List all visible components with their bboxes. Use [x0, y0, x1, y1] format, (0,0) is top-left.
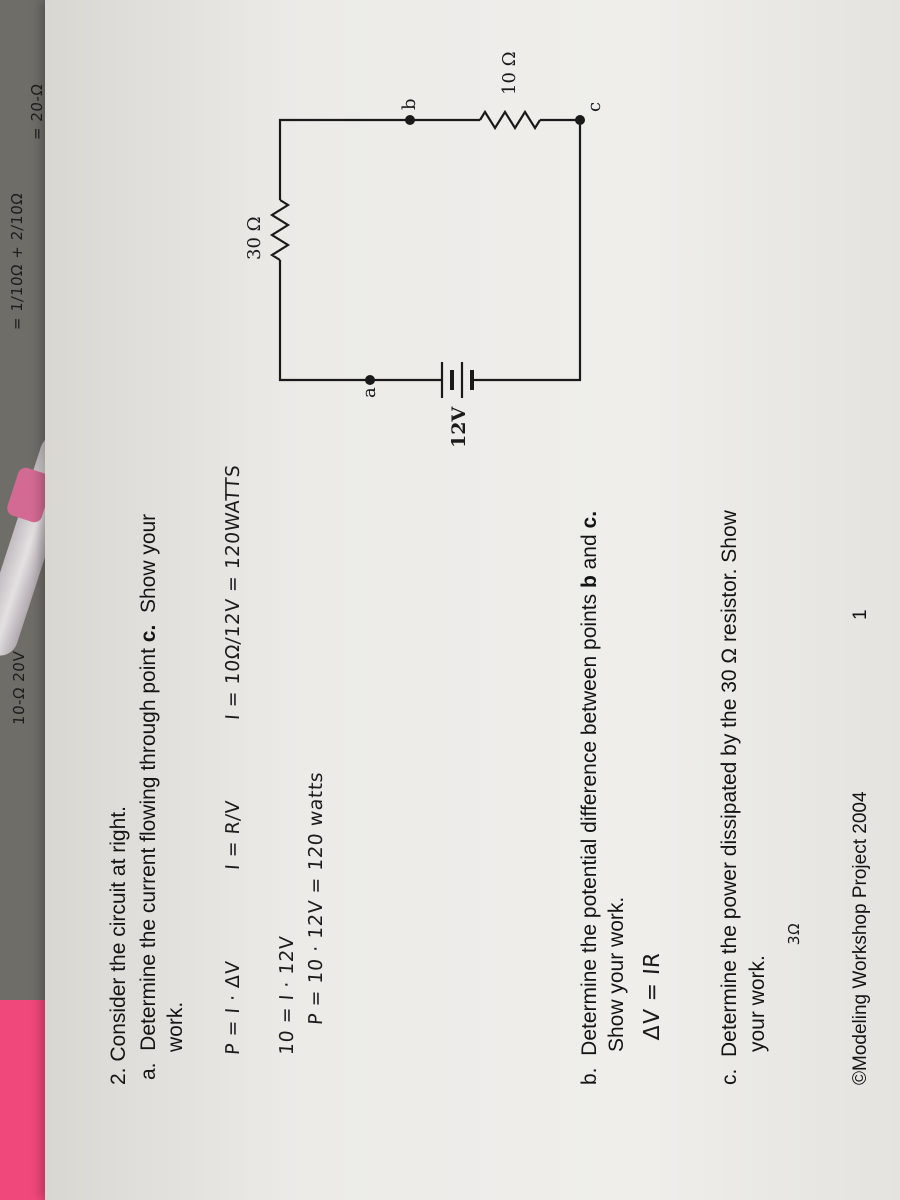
- battery-label: 12V: [448, 406, 470, 448]
- page-number: 1: [850, 609, 871, 620]
- point-a-dot: [365, 375, 375, 385]
- copyright-footer: ©Modeling Workshop Project 2004: [850, 791, 871, 1085]
- handwriting-step1: 10 = I · 12V: [276, 935, 298, 1056]
- handwriting-part-b-answer: ΔV = IR: [640, 951, 665, 1041]
- point-b-dot: [405, 115, 415, 125]
- point-c-label: c: [584, 101, 605, 112]
- circuit-diagram: [180, 51, 640, 448]
- handwriting-current-calc: I = 10Ω/12V = 120WATTS: [222, 463, 244, 721]
- point-c-dot: [575, 115, 585, 125]
- part-b-line2: Show your work.: [605, 896, 628, 1052]
- part-b-line1: b. Determine the potential difference between points b and c.: [578, 510, 601, 1085]
- part-a-line2: work.: [164, 1001, 187, 1052]
- question-2-heading: 2. Consider the circuit at right.: [107, 806, 130, 1085]
- handwriting-power-formula: P = I · ΔV: [222, 960, 244, 1056]
- resistor-10-label: 10 Ω: [499, 51, 520, 95]
- handwriting-part-c-answer: 3Ω: [785, 922, 803, 946]
- handwriting-top-result: = 20-Ω: [28, 83, 46, 141]
- handwriting-step2: P = 10 · 12V = 120 watts: [305, 771, 327, 1026]
- handwriting-top-fraction: = 1/10Ω + 2/10Ω: [8, 192, 26, 331]
- part-c-line2: your work.: [746, 955, 769, 1052]
- resistor-30-zigzag: [272, 200, 288, 260]
- resistor-30-label: 30 Ω: [244, 216, 265, 260]
- part-c-line1: c. Determine the power dissipated by the 30 Ω resistor. Show: [718, 510, 741, 1085]
- part-a-line1: a. Determine the current flowing through point c. Show your: [137, 513, 160, 1080]
- resistor-10-zigzag: [480, 112, 540, 128]
- point-a-label: a: [359, 387, 380, 398]
- handwriting-current-formula: I = R/V: [222, 799, 244, 871]
- handwriting-top-scribble: 10-Ω 20V: [10, 650, 28, 726]
- point-b-label: b: [399, 98, 420, 110]
